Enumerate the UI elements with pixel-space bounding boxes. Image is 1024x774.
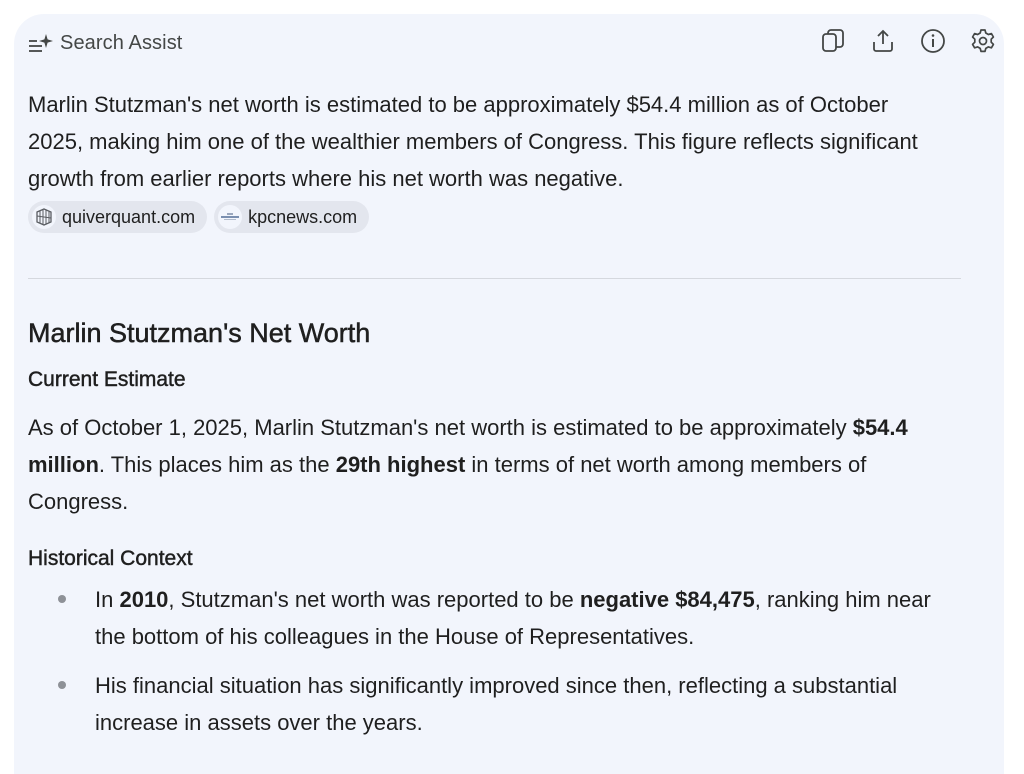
current-estimate-paragraph: [28, 409, 958, 520]
historical-net-worth-value: negative $84,475: [579, 587, 755, 612]
list-item-text: His financial situation has significantly improved since then, reflecting a substantial increase in assets over the years.: [95, 673, 898, 735]
current-estimate-heading: Current Estimate: [28, 368, 186, 391]
search-assist-title: Search Assist: [60, 31, 183, 54]
historical-context-heading: Historical Context: [28, 547, 193, 570]
share-button[interactable]: [870, 28, 896, 54]
list-item-text: In: [95, 587, 120, 612]
list-item-text: , Stutzman's net worth was reported to be: [168, 587, 580, 612]
bullet-dot: [58, 595, 66, 603]
rank-value: 29th highest: [335, 452, 466, 477]
source-chips: [28, 201, 369, 233]
copy-button[interactable]: [820, 28, 846, 54]
settings-button[interactable]: [970, 28, 996, 54]
net-worth-value: $54.4 million: [28, 415, 908, 477]
sparkle-list-icon: [28, 32, 54, 54]
kpcnews-favicon: [218, 205, 242, 229]
paragraph-text: in terms of net worth among members of Congress.: [28, 452, 867, 514]
list-item: [28, 581, 958, 655]
section-divider: [28, 278, 961, 279]
source-chip-label: kpcnews.com: [248, 206, 358, 227]
source-chip-label: quiverquant.com: [62, 206, 196, 227]
list-item-text: , ranking him near the bottom of his colleagues in the House of Representatives.: [95, 587, 931, 649]
info-icon: [920, 28, 946, 54]
info-button[interactable]: [920, 28, 946, 54]
quiverquant-favicon: [32, 205, 56, 229]
answer-summary: Marlin Stutzman's net worth is estimated to be approximately $54.4 million as of October 2025, making him one of the wealthier members of Congress. This figure reflects significant growth from earlier reports where his net worth was negative.: [28, 92, 918, 191]
share-icon: [870, 28, 896, 54]
header-actions: [820, 28, 996, 54]
list-item: [28, 667, 958, 741]
year-value: 2010: [119, 587, 169, 612]
article-heading: Marlin Stutzman's Net Worth: [28, 318, 371, 348]
copy-icon: [820, 28, 846, 54]
paragraph-text: . This places him as the: [98, 452, 336, 477]
source-chip-kpcnews[interactable]: [214, 201, 369, 233]
source-chip-quiverquant[interactable]: [28, 201, 207, 233]
bullet-dot: [58, 681, 66, 689]
paragraph-text: As of October 1, 2025, Marlin Stutzman's net worth is estimated to be approximately: [28, 415, 853, 440]
search-assist-header: [28, 28, 182, 58]
settings-icon: [970, 28, 996, 54]
historical-context-list: [28, 581, 958, 753]
